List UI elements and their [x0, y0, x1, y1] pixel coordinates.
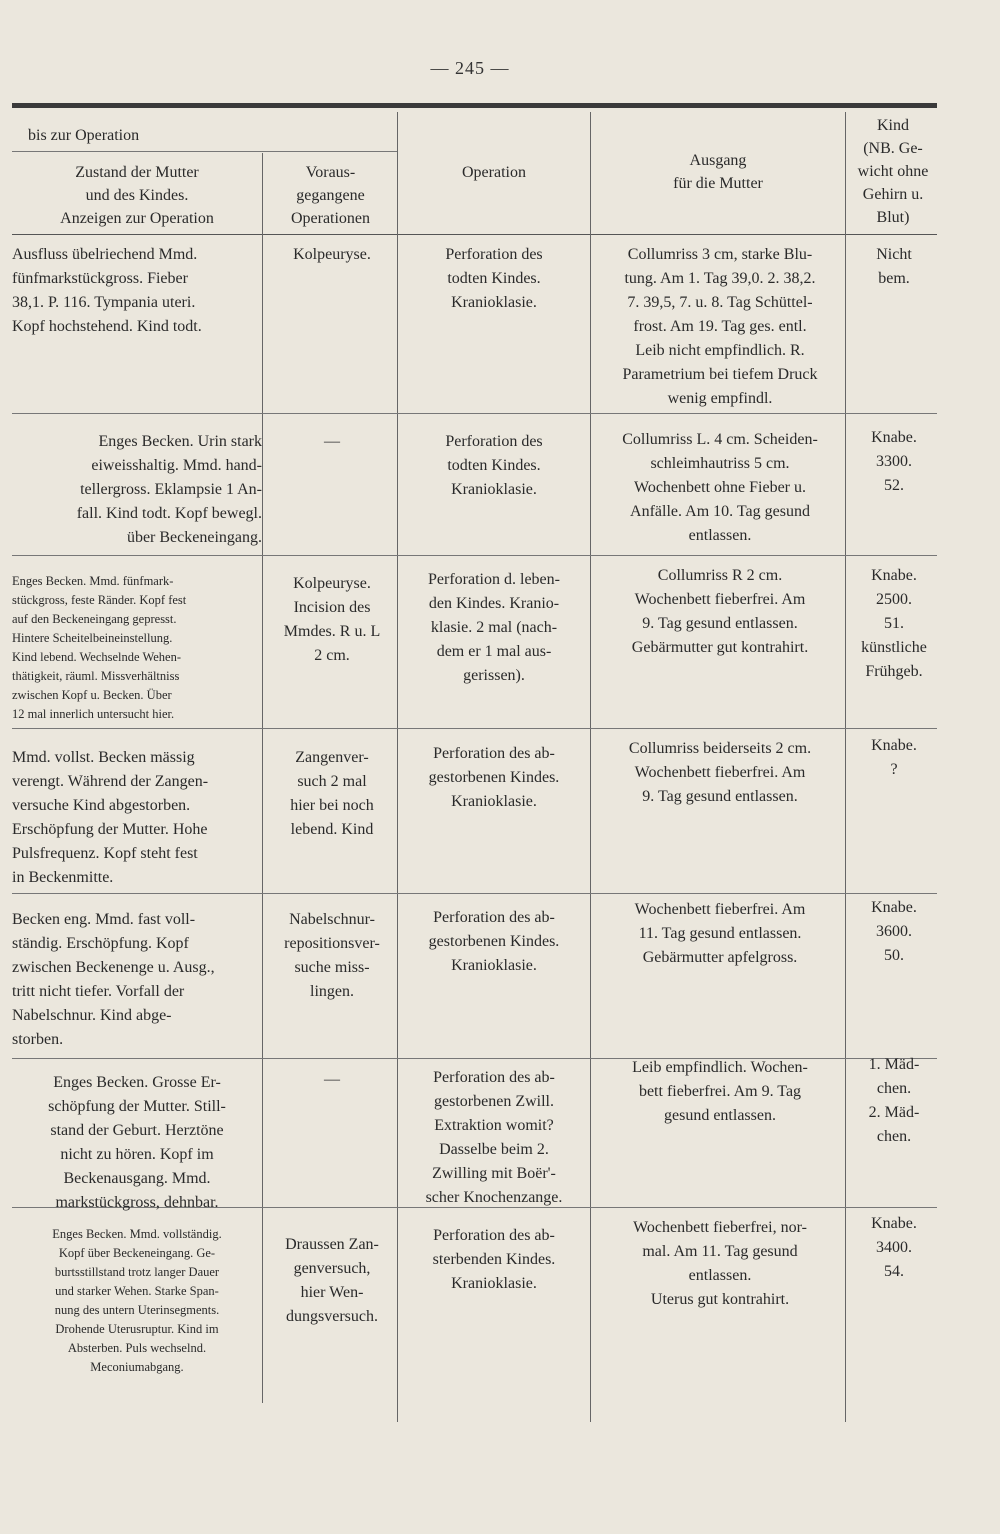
table-cell-vorausgegangen: Draussen Zan- genversuch, hier Wen- dungsversuch. [285, 1236, 379, 1325]
table-cell-ausgang: Wochenbett fieberfrei, nor- mal. Am 11. Tag gesund entlassen. Uterus gut kontrahirt. [633, 1219, 807, 1308]
table-cell-operation: Perforation des todten Kindes. Kranioklasie. [445, 246, 543, 311]
table-cell-operation: Perforation des ab- sterbenden Kindes. Kranioklasie. [432, 1227, 556, 1292]
table-cell-zustand: Becken eng. Mmd. fast voll- ständig. Erschöpfung. Kopf zwischen Beckenenge u. Ausg., tritt nicht tiefer. Vorfall der Nabelschnur. Kind abge- storben. [12, 911, 215, 1048]
col-divider-2 [397, 112, 398, 1422]
table-cell-vorausgegangen: Nabelschnur- repositionsver- suche miss- lingen. [284, 911, 380, 1000]
table-cell-kind: Knabe. ? [871, 737, 917, 778]
table-cell-vorausgegangen: — [324, 1071, 340, 1088]
table-cell-operation: Perforation des ab- gestorbenen Zwill. Extraktion womit? Dasselbe beim 2. Zwilling mit Boër'- scher Knochenzange. [425, 1069, 563, 1206]
header-bottom-rule [12, 234, 937, 235]
table-cell-ausgang: Collumriss L. 4 cm. Scheiden- schleimhautriss 5 cm. Wochenbett ohne Fieber u. Anfälle. Am 10. Tag gesund entlassen. [622, 431, 818, 544]
table-cell-zustand: Enges Becken. Urin stark eiweisshaltig. Mmd. hand- tellergross. Eklampsie 1 An- fall. Kind todt. Kopf bewegl. über Beckeneingang. [76, 433, 262, 546]
col-divider-3 [590, 112, 591, 1422]
table-cell-operation: Perforation des ab- gestorbenen Kindes. Kranioklasie. [428, 909, 560, 974]
row-separator [12, 413, 937, 414]
col-divider-1 [262, 153, 263, 1403]
table-cell-kind: Knabe. 3300. 52. [871, 429, 917, 494]
table-cell-zustand: Enges Becken. Grosse Er- schöpfung der Mutter. Still- stand der Geburt. Herztöne nicht zu hören. Kopf im Beckenausgang. Mmd. markstückgross, dehnbar. [48, 1074, 226, 1211]
page-number: — 245 — [430, 58, 510, 78]
table-cell-ausgang: Collumriss beiderseits 2 cm. Wochenbett fieberfrei. Am 9. Tag gesund entlassen. [628, 740, 812, 805]
table-cell-operation: Perforation d. leben- den Kindes. Kranio- klasie. 2 mal (nach- dem er 1 mal aus- gerissen). [428, 571, 560, 684]
table-cell-kind: 1. Mäd- chen. 2. Mäd- chen. [868, 1056, 920, 1145]
header-vorausgegangen: Voraus- gegangene Operationen [290, 164, 371, 227]
table-cell-zustand: Mmd. vollst. Becken mässig verengt. Während der Zangen- versuche Kind abgestorben. Erschöpfung der Mutter. Hohe Pulsfrequenz. Kopf steht fest in Beckenmitte. [12, 749, 209, 886]
table-cell-ausgang: Collumriss 3 cm, starke Blu- tung. Am 1. Tag 39,0. 2. 38,2. 7. 39,5, 7. u. 8. Tag Schüttel- frost. Am 19. Tag ges. entl. Leib nicht empfindlich. R. Parametrium bei tiefem Druck wenig empfindl. [622, 246, 818, 407]
table-cell-zustand: Enges Becken. Mmd. vollständig. Kopf über Beckeneingang. Ge- burtsstillstand trotz langer Dauer und starker Wehen. Starke Span- nung des untern Uterinsegments. Drohende Uterusruptur. Kind im Absterben. Puls wechselnd. Meconiumabgang. [52, 1227, 222, 1374]
row-separator [12, 728, 937, 729]
table-cell-ausgang: Collumriss R 2 cm. Wochenbett fieberfrei. Am 9. Tag gesund entlassen. Gebärmutter gut kontrahirt. [631, 567, 809, 656]
table-cell-ausgang: Leib empfindlich. Wochen- bett fieberfrei. Am 9. Tag gesund entlassen. [632, 1059, 808, 1124]
header-group-rule [12, 151, 397, 152]
table-cell-zustand: Enges Becken. Mmd. fünfmark- stückgross, feste Ränder. Kopf fest auf den Beckeneingang gepresst. Hintere Scheitelbeineinstellung. Kind lebend. Wechselnde Wehen- thätigkeit, räuml. Missverhältniss zwischen Kopf u. Becken. Über 12 mal innerlich untersucht hier. [12, 574, 187, 721]
header-ausgang: Ausgang für die Mutter [673, 152, 763, 192]
header-operation: Operation [462, 164, 526, 181]
header-kind: Kind (NB. Ge- wicht ohne Gehirn u. Blut) [857, 117, 929, 226]
table-cell-kind: Knabe. 2500. 51. künstliche Frühgeb. [861, 567, 927, 680]
table-cell-kind: Knabe. 3600. 50. [871, 899, 917, 964]
header-zustand: Zustand der Mutter und des Kindes. Anzeigen zur Operation [60, 164, 214, 227]
table-cell-kind: Knabe. 3400. 54. [871, 1215, 917, 1280]
table-cell-operation: Perforation des ab- gestorbenen Kindes. Kranioklasie. [428, 745, 560, 810]
table-cell-kind: Nicht bem. [876, 246, 912, 287]
table-cell-vorausgegangen: — [324, 433, 340, 450]
row-separator [12, 893, 937, 894]
table-cell-vorausgegangen: Zangenver- such 2 mal hier bei noch lebend. Kind [290, 749, 374, 838]
header-col1-group: bis zur Operation [28, 127, 140, 144]
top-rule [12, 103, 937, 108]
table-cell-zustand: Ausfluss übelriechend Mmd. fünfmarkstückgross. Fieber 38,1. P. 116. Tympania uteri. Kopf hochstehend. Kind todt. [12, 246, 202, 335]
row-separator [12, 555, 937, 556]
table-cell-operation: Perforation des todten Kindes. Kranioklasie. [445, 433, 543, 498]
table-cell-vorausgegangen: Kolpeuryse. Incision des Mmdes. R u. L 2 cm. [283, 575, 381, 664]
table-cell-ausgang: Wochenbett fieberfrei. Am 11. Tag gesund entlassen. Gebärmutter apfelgross. [634, 901, 806, 966]
table-cell-vorausgegangen: Kolpeuryse. [293, 246, 371, 263]
